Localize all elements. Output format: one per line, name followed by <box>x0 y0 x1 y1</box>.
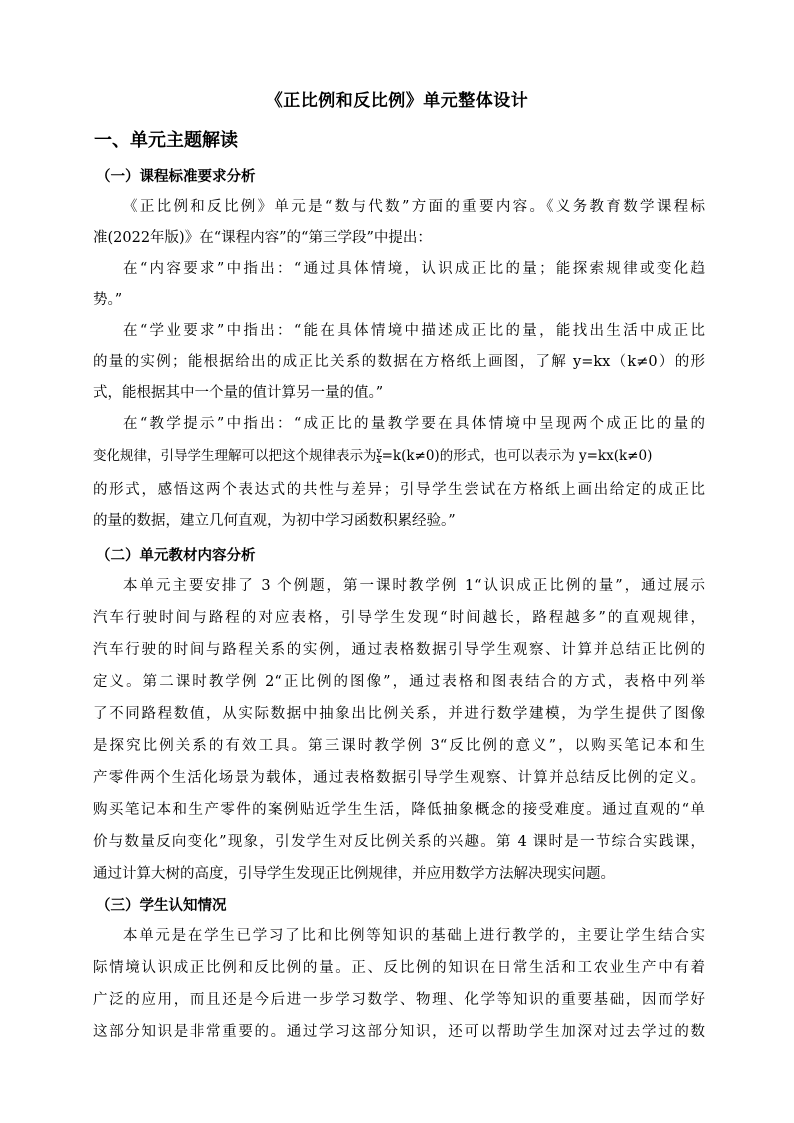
paragraph-line: 的量的实例；能根据给出的成正比关系的数据在方格纸上画图，了解 y=kx（k≠0）的形 <box>93 354 705 370</box>
paragraph-line-with-fraction <box>93 441 705 471</box>
paragraph-line: 在“教学提示”中指出：“成正比的量教学要在具体情境中呈现两个成正比的量的 <box>123 416 705 432</box>
paragraph-line: 是探究比例关系的有效工具。第三课时教学例 3“反比例的意义”，以购买笔记本和生 <box>93 738 705 754</box>
fraction-numerator: y <box>376 447 382 457</box>
section-heading-1: 一、单元主题解读 <box>94 130 238 151</box>
paragraph-line: 通过计算大树的高度，引导学生发现正比例规律，并应用数学方法解决现实问题。 <box>93 866 615 882</box>
paragraph-line: 《正比例和反比例》单元是“数与代数”方面的重要内容。《义务教育数学课程标 <box>123 199 705 215</box>
subsection-heading-2: （二）单元教材内容分析 <box>96 548 256 564</box>
paragraph-line: 这部分知识是非常重要的。通过学习这部分知识，还可以帮助学生加深对过去学过的数 <box>93 1024 705 1040</box>
paragraph-line: 本单元是在学生已学习了比和比例等知识的基础上进行教学的，主要让学生结合实 <box>123 928 705 944</box>
text-segment: 变化规律，引导学生理解可以把这个规律表示为 <box>93 448 377 464</box>
paragraph-line: 准(2022年版)》在“课程内容”的“第三学段”中提出： <box>93 230 432 246</box>
paragraph-line: 价与数量反向变化”现象，引发学生对反比例关系的兴趣。第 4 课时是一节综合实践课， <box>93 834 705 850</box>
fraction-denominator: x <box>376 456 382 466</box>
paragraph-line: 际情境认识成正比例和反比例的量。正、反比例的知识在日常生活和工农业生产中有着 <box>93 960 705 976</box>
paragraph-line: 定义。第二课时教学例 2“正比例的图像”，通过表格和图表结合的方式，表格中列举 <box>93 674 705 690</box>
paragraph-line: 在“学业要求”中指出：“能在具体情境中描述成正比的量，能找出生活中成正比 <box>123 323 705 339</box>
paragraph-line: 的量的数据，建立几何直观，为初中学习函数积累经验。” <box>93 513 456 529</box>
paragraph-line: 在“内容要求”中指出：“通过具体情境，认识成正比的量；能探索规律或变化趋 <box>123 261 705 277</box>
subsection-heading-1: （一）课程标准要求分析 <box>96 169 256 185</box>
paragraph-line: 产零件两个生活化场景为载体，通过表格数据引导学生观察、计算并总结反比例的定义。 <box>93 770 705 786</box>
subsection-heading-3: （三）学生认知情况 <box>96 898 227 914</box>
paragraph-line: 汽车行驶的时间与路程关系的实例，通过表格数据引导学生观察、计算并总结正比例的 <box>93 642 705 658</box>
page-title: 《正比例和反比例》单元整体设计 <box>265 91 529 111</box>
paragraph-line: 的形式，感悟这两个表达式的共性与差异；引导学生尝试在方格纸上画出给定的成正比 <box>93 482 705 498</box>
paragraph-line: 式，能根据其中一个量的值计算另一量的值。” <box>93 385 384 401</box>
paragraph-line: 购买笔记本和生产零件的案例贴近学生生活，降低抽象概念的接受难度。通过直观的“单 <box>93 802 705 818</box>
paragraph-line: 广泛的应用，而且还是今后进一步学习数学、物理、化学等知识的重要基础，因而学好 <box>93 992 705 1008</box>
paragraph-line: 势。” <box>93 292 123 308</box>
paragraph-line: 本单元主要安排了 3 个例题，第一课时教学例 1“认识成正比例的量”，通过展示 <box>123 578 705 594</box>
paragraph-line: 汽车行驶时间与路程的对应表格，引导学生发现“时间越长，路程越多”的直观规律， <box>93 610 705 626</box>
text-segment: =k(k≠0)的形式，也可以表示为 y=kx(k≠0) <box>381 448 653 464</box>
paragraph-line: 了不同路程数值，从实际数据中抽象出比例关系，并进行数学建模，为学生提供了图像 <box>93 706 705 722</box>
